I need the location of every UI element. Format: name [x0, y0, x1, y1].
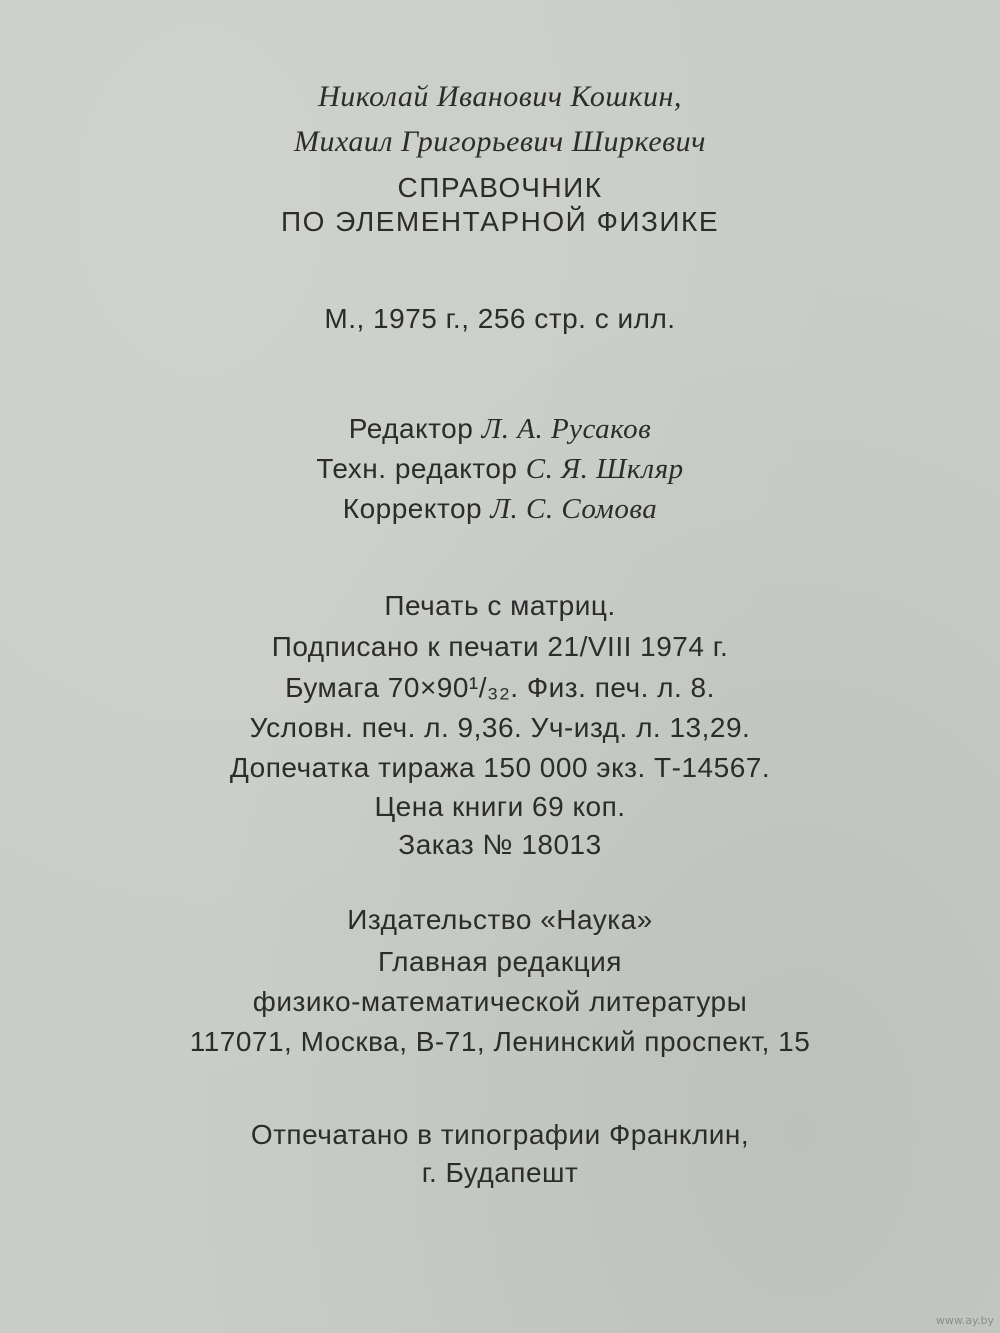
book-title-line-2: ПО ЭЛЕМЕНТАРНОЙ ФИЗИКЕ: [280, 206, 719, 237]
author-line-2: Михаил Григорьевич Ширкевич: [294, 125, 706, 158]
print-detail-line: Печать с матриц.: [384, 590, 616, 621]
print-detail-line: Допечатка тиража 150 000 экз. Т-14567.: [229, 752, 771, 783]
publisher-line: Главная редакция: [378, 946, 622, 977]
print-detail-line: Подписано к печати 21/VIII 1974 г.: [271, 631, 729, 662]
staff-name: С. Я. Шкляр: [525, 453, 684, 485]
publication-info: М., 1975 г., 256 стр. с илл.: [324, 303, 676, 334]
staff-tech-editor: [0, 453, 1000, 486]
staff-name: Л. А. Русаков: [481, 413, 652, 445]
printer-line: г. Будапешт: [421, 1157, 579, 1188]
publisher-line: физико-математической литературы: [252, 986, 748, 1017]
print-detail-line: Цена книги 69 коп.: [374, 791, 626, 822]
staff-role: Корректор: [342, 493, 483, 524]
print-detail-line: Заказ № 18013: [398, 829, 602, 860]
staff-role: Техн. редактор: [316, 453, 518, 484]
publisher-line: Издательство «Наука»: [347, 904, 653, 935]
staff-editor: [0, 413, 1000, 446]
staff-name: Л. С. Сомова: [490, 493, 658, 525]
site-watermark: www.ay.by: [935, 1314, 994, 1327]
staff-proofreader: [0, 493, 1000, 526]
print-detail-line: Условн. печ. л. 9,36. Уч-изд. л. 13,29.: [249, 712, 751, 743]
book-title-line-1: СПРАВОЧНИК: [397, 172, 603, 203]
staff-role: Редактор: [348, 413, 474, 444]
printer-line: Отпечатано в типографии Франклин,: [250, 1119, 750, 1150]
publisher-address: 117071, Москва, В-71, Ленинский проспект, 15: [189, 1026, 811, 1057]
print-detail-line: Бумага 70×90¹/₃₂. Физ. печ. л. 8.: [285, 672, 715, 703]
author-line-1: Николай Иванович Кошкин,: [318, 80, 682, 113]
